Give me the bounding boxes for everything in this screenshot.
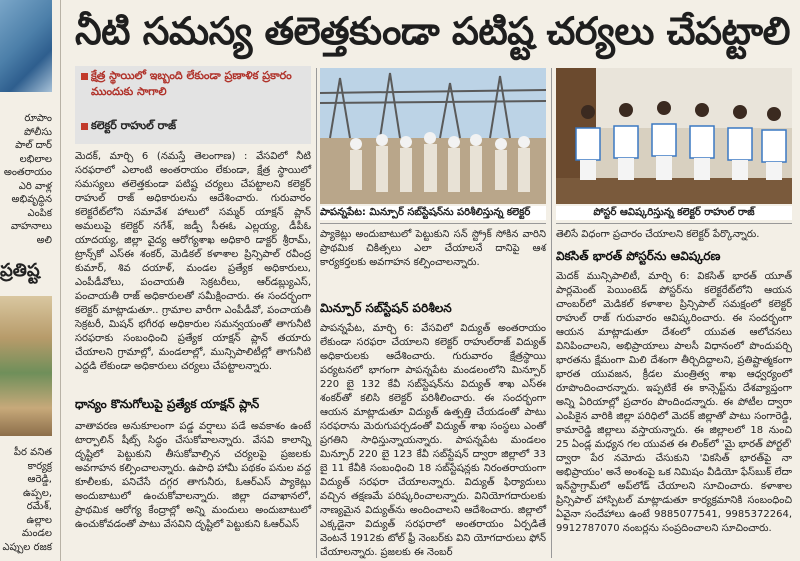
kicker-box <box>75 66 311 144</box>
left-strip-line: కార్యక్ర <box>27 460 52 472</box>
caption-rule <box>320 223 546 224</box>
bullet-icon <box>81 73 88 80</box>
left-strip-line: పీర వనిత <box>13 447 52 458</box>
left-strip-line: అంతరాయం <box>3 167 52 178</box>
headline: నీటి సమస్య తలెత్తకుండా పటిష్ట చర్యలు చేపట్టాలి <box>75 9 790 53</box>
middle-story-text: పాపన్నపేట, మార్చి 6: వేసవిలో విద్యుత్ అంతరాయం లేకుండా సరఫరా చేయాలని కలెక్టర్ రాహుల్‌రాజ్ విద్యుత్ అధికారులకు ఆదేశించారు. గురువారం క్షేత్రస్థాయి పర్యటనలో భాగంగా పాపన్నపేట మండలంలోని మిన్పూర్ 220 బై 132 కేవీ సబ్‌స్టేషన్‌ను విద్యుత్ శాఖ ఎస్ఈ శంకర్‌తో కలిసి కలెక్టర్ పరిశీలించారు. ఈ సందర్భంగా ఆయన మాట్లాడుతూ విద్యుత్ ఉత్పత్తి చేయడంతో పాటు సరఫరాను మెరుగుపర్చడంతో విద్యుత్ శాఖ సంస్థలు ఎంతో ప్రగతిని సాధిస్తున్నాయన్నారు. పాపన్నపేట మండలం మిన్పూర్ 220 బై 123 కేవీ సబ్‌స్టేషన్ ద్వారా జిల్లాలో 33 బై 11 కేవీకి సంబంధించి 18 సబ్‌స్టేషన్లకు నిరంతరాయంగా విద్యుత్ సరఫరా చేయాలన్నారు. విద్యుత్ ఫిర్యాదులు వచ్చిన తక్షణమే పరిష్కరించాలన్నారు. వినియోగదారులకు నాణ్యమైన విద్యుత్‌ను అందించాలని ఆదేశించారు. జిల్లాలో ఎక్కడైనా విద్యుత్ సరఫరాలో అంతరాయం ఏర్పడితే వెంటనే 1912కు టోల్ ఫ్రీ నెంబర్‌కు విని యోగదారులు ఫోన్ చేయాలన్నారు. ప్రజలకు ఈ నెంబర్ <box>320 323 546 558</box>
main-story-subhead: ధాన్యం కొనుగోలుపై ప్రత్యేక యాక్షన్ ప్లాన్ <box>75 397 260 411</box>
main-story-text: మెదక్, మార్చి 6 (నమస్తే తెలంగాణ) : వేసవిలో నీటి సరఫరాలో ఎలాంటి అంతరాయం లేకుండా, క్షేత్ర స్థాయిలో సమస్యలు తలెత్తకుండా పటిష్ట చర్యలు చేపట్టాలని కలెక్టర్ రాహుల్ రాజ్ అధికారులను ఆదేశించారు. గురువారం కలెక్టరేట్‌లోని సమావేశ హాలులో సమ్మర్ యాక్షన్ ప్లాన్ అమలుపై కలెక్టర్ నగేశ్, జడ్పీ సీఈఓ ఎల్లయ్య, డీపీఓ యాదయ్య, జిల్లా వైద్య ఆరోగ్యశాఖ అధికారి డాక్టర్ శ్రీరామ్, ట్రాన్స్‌కో ఎస్ఈ శంకర్, మెడికల్ కళాశాల ప్రిన్సిపాల్ రవీంద్ర కుమార్, శివ దయాళ్, మండల ప్రత్యేక అధికారులు, ఎంపీడీవోలు, పంచాయతీ సెక్రటరీలు, ఆర్‌డబ్ల్యుఎస్, పంచాయతీ రాజ్ అధికారులతో సమీక్షించారు. ఈ సందర్భంగా కలెక్టర్ మాట్లాడుతూ.. గ్రామాల వారీగా ఎంపీడీవో, పంచాయతీ సెక్రటరీ, మిషన్ భగీరథ అధికారుల సమన్వయంతో తాగునీటి సరఫరాకు సంబంధించి ప్రత్యేక యాక్షన్ ప్లాన్ తయారు చేయాలని గ్రామాల్లో, మండలాల్లో, మున్సిపాలిటీల్లో తాగునీటి ఎద్దడి లేకుండా అధికారులు చర్యలు చేపట్టాలన్నారు. <box>75 151 311 372</box>
left-strip-line: వాహనాలు అలి <box>10 221 52 246</box>
left-strip-line: ఉప్పల, <box>23 487 52 499</box>
left-strip-line: రమేశ్, <box>26 501 52 512</box>
poster-launch-photo <box>556 68 792 204</box>
left-strip-text-bottom <box>2 446 52 558</box>
left-strip-line: పాల్ దార్ <box>15 140 52 151</box>
left-strip-line: ఎరి వాళ్ల <box>18 180 52 192</box>
middle-story-para2 <box>320 322 546 558</box>
poster-photo-caption: పోస్టర్ ఆవిష్కరిస్తున్న కలెక్టర్ రాహుల్ రాజ్ <box>556 206 792 220</box>
main-story-text: వాతావరణ అనుకూలంగా పడ్డ వర్షాలు పడే అవకాశం ఉంటే టార్పాలిన్ షీట్స్ సిద్ధం చేసుకోవాలన్నారు. వేసవి కాలాన్ని దృష్టిలో పెట్టుకుని తీసుకోవాల్సిన చర్యలపై ప్రజలకు అవగాహన కల్పించాలన్నారు. ఉపాధి హామీ పథకం పనుల వద్ద కూలీలకు, పనిచేసే దగ్గర తాగునీరు, ఓఆర్ఎస్ ప్యాకెట్లు అందుబాటులో ఉంచుకోవాలన్నారు. జిల్లా దవాఖానలో, ప్రాథమిక ఆరోగ్య కేంద్రాల్లో అన్ని మందులు అందుబాటులో ఉంచుకోవడంతో పాటు వేసవిని దృష్టిలో పెట్టుకుని ఓఆర్ఎస్ <box>75 421 311 530</box>
column-divider <box>316 68 317 558</box>
bullet-icon <box>81 123 88 130</box>
right-story-para1 <box>556 228 792 244</box>
poster-launch-image <box>556 68 792 204</box>
main-story-para2 <box>75 420 311 558</box>
left-strip-line: పోలీసు <box>24 126 52 138</box>
right-story-para2 <box>556 270 792 558</box>
substation-image <box>320 68 546 204</box>
main-story-para1 <box>75 150 311 388</box>
left-strip-photo-2 <box>0 296 52 436</box>
left-strip-line: లభిలాల <box>19 153 52 165</box>
right-story-text: మెదక్ మున్సిపాలిటీ, మార్చి 6: వికసిత్ భారత్ యూత్ పార్లమెంట్ పెయింటెడ్ పోస్టర్‌ను కలెక్టరేట్‌లోని ఆయన చాంబర్‌లో మెడికల్ కళాశాల ప్రిన్సిపాల్ సమక్షంలో కలెక్టర్ రాహుల్ రాజ్ గురువారం ఆవిష్కరించారు. ఈ సందర్భంగా ఆయన మాట్లాడుతూ దేశంలో యువత ఆలోచనలు వినిపించాలని, అభిప్రాయాలు పాలసీ విధానంలో పొందుపర్చి భారతను క్షేమంగా మిలి దేశంగా తీర్చిదిద్దాలని, ప్రతిష్టాత్మకంగా భారత యువజన, క్రీడల మంత్రిత్వ శాఖ ఆధ్వర్యంలో రూపొందించారన్నారు. ఇప్పటికే ఈ కాన్సెప్ట్‌ను దేశవ్యాప్తంగా అన్ని ఏరియాల్లో ప్రచారం పొందిందన్నారు. ఈ పోటీల ద్వారా ఎంపికైన వారికి జిల్లా పరిధిలో మెదక్ జిల్లాతో పాటు సంగారెడ్డి, కామారెడ్డి జిల్లాలు వస్తాయన్నారు. ఈ జిల్లాలలో 18 నుంచి 25 ఏండ్ల మధ్యన గల యువత ఈ లింక్‌లో 'మై భారత్ పోర్టల్' ద్వారా పేర నమోదు చేసుకుని 'వికసిత్ భారత్‌పై నా అభిప్రాయం' అనే అంశంపై ఒక నిమిషం వీడియో ఫేస్‌బుక్ లేదా ఇన్‌స్టాగ్రామ్‌లో అప్‌లోడ్ చేయాలని సూచించారు. కళాశాల ప్రిన్సిపాల్ హాస్పిటల్ మాట్లాడుతూ కార్యక్రమానికి సంబంధించి ఏవైనా సందేహాలు ఉంటే 9885077541, 9985372264, 9912787070 నంబర్లను సంప్రదించాలని సూచించారు. <box>556 271 792 534</box>
substation-photo <box>320 68 546 204</box>
column-divider <box>60 0 61 561</box>
middle-story-subhead: మిన్పూర్ సబ్‌స్టేషన్ పరిశీలన <box>320 301 452 315</box>
kicker-line-1: క్షేత్ర స్థాయిలో ఇబ్బంది లేకుండా ప్రణాళిక ప్రకారం ముందుకు సాగాలి <box>91 69 292 98</box>
column-divider <box>551 68 552 558</box>
left-strip-text-top <box>2 112 52 246</box>
left-strip-line: ఎంపిక <box>27 207 52 219</box>
right-story-text: తెలిసే విధంగా ప్రచారం చేయాలని కలెక్టర్ పేర్కొన్నారు. <box>556 229 760 240</box>
middle-story-text: ప్యాకెట్లు అందుబాటులో పెట్టుకుని సన్ స్ట్రోక్ సోకిన వారిని ప్రాథమిక చికిత్సలు ఎలా చేయాలనే దానిపై ఆశ కార్యకర్తలకు అవగాహన కల్పించాలన్నారు. <box>320 229 546 268</box>
middle-story-para1 <box>320 228 546 298</box>
right-story-subhead: వికసిత్ భారత్ పోస్టర్‌ను ఆవిష్కరణ <box>556 249 721 263</box>
left-strip-line: అభివృద్ధిన <box>11 194 52 205</box>
left-strip-line: రూపాం <box>24 113 52 124</box>
kicker-line-2: కలెక్టర్ రాహుల్ రాజ్ <box>91 119 177 132</box>
left-strip-line: ఎప్పుల రజక <box>2 541 52 553</box>
left-strip-line: మండల <box>21 528 52 539</box>
left-strip-heading: ప్రతిష్ట <box>0 260 40 281</box>
substation-photo-caption: పాపన్నపేట: మిన్పూర్ సబ్‌స్టేషన్‌ను పరిశీలిస్తున్న కలెక్టర్ <box>320 206 546 220</box>
caption-rule <box>556 223 792 224</box>
left-strip-line: ఉల్లాల <box>26 514 52 526</box>
left-strip-line: ఆరెడ్డి, <box>27 474 52 485</box>
left-strip-photo <box>0 0 52 92</box>
